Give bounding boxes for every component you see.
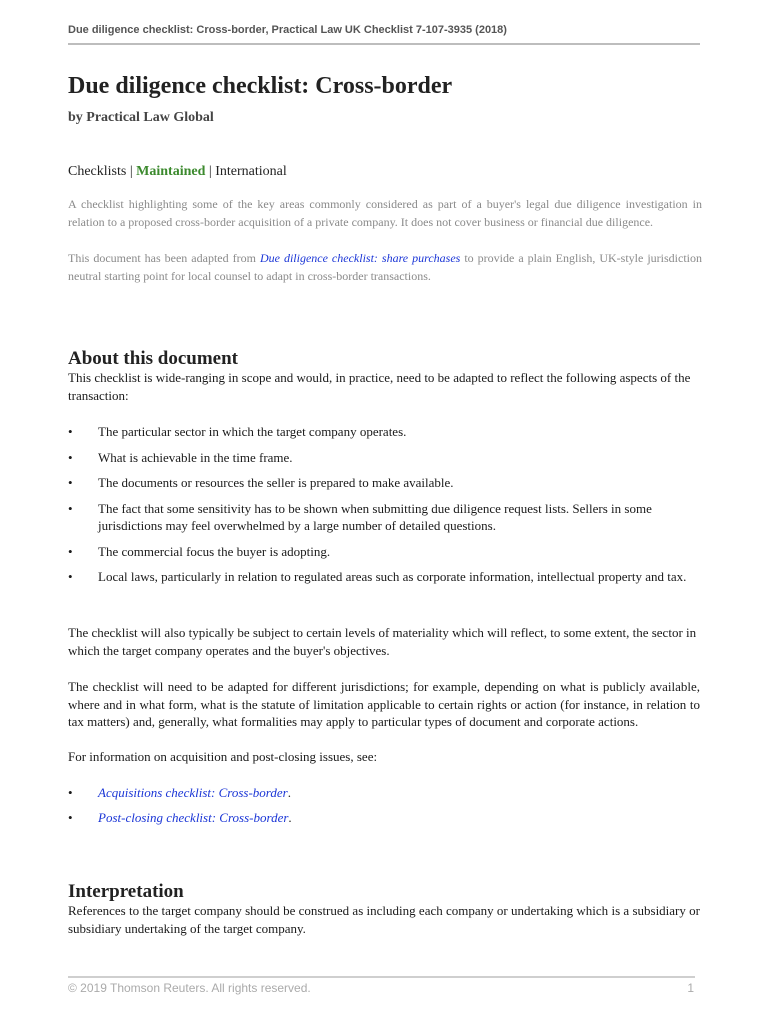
meta-jurisdiction: International (215, 164, 287, 179)
see-also-intro: For information on acquisition and post-closing issues, see: (68, 749, 378, 764)
bullet-icon: • (68, 500, 73, 516)
list-item-text: The fact that some sensitivity has to be shown when submitting due diligence request lists. Sellers in some jurisdictions may feel overwhelmed by a large number of detailed questions. (98, 500, 652, 533)
page-number: 1 (687, 981, 694, 995)
interpretation-paragraph: References to the target company should be construed as including each company or undertaking which is a subsidiary or subsidiary undertaking of the target company. (68, 903, 700, 936)
see-also-list (68, 784, 700, 833)
bullet-icon: • (68, 475, 73, 490)
acquisitions-checklist-link[interactable]: Acquisitions checklist: Cross-border (98, 785, 288, 800)
link-suffix: . (287, 785, 291, 800)
materiality-paragraph: The checklist will also typically be subject to certain levels of materiality which will reflect, to some extent, the sector in which the target company operates and the buyer's objectives. (68, 625, 697, 658)
byline: by Practical Law Global (68, 110, 214, 125)
list-item (68, 474, 700, 492)
list-item-text: The commercial focus the buyer is adopting. (98, 543, 331, 559)
meta-separator: | (205, 164, 216, 179)
list-item (68, 449, 700, 467)
bullet-icon: • (68, 543, 73, 559)
section-heading-interpretation: Interpretation (68, 881, 184, 902)
meta-type: Checklists (68, 164, 127, 179)
bullet-icon: • (68, 785, 73, 800)
header-divider (68, 43, 700, 45)
adapted-note (68, 249, 702, 285)
list-item (68, 543, 700, 561)
bullet-icon: • (68, 449, 73, 465)
list-item (68, 568, 700, 586)
abstract: A checklist highlighting some of the key areas commonly considered as part of a buyer's legal due diligence investigation in relation to a proposed cross-border acquisition of a private company. It does not cover business or financial due diligence. (68, 197, 702, 229)
list-item-text: Local laws, particularly in relation to regulated areas such as corporate information, intellectual property and tax. (98, 569, 687, 584)
bullet-icon: • (68, 569, 73, 584)
section-heading-about: About this document (68, 348, 238, 369)
footer-divider (68, 976, 695, 978)
bullet-icon: • (68, 809, 73, 825)
bullet-icon: • (68, 424, 73, 439)
post-closing-checklist-link[interactable]: Post-closing checklist: Cross-border (98, 809, 289, 825)
list-item (68, 809, 700, 827)
meta-separator: | (126, 164, 137, 179)
running-header: Due diligence checklist: Cross-border, Practical Law UK Checklist 7-107-3935 (2018) (68, 24, 507, 36)
adapted-source-link[interactable]: Due diligence checklist: share purchases (259, 251, 461, 265)
list-item (68, 500, 700, 535)
footer-copyright: © 2019 Thomson Reuters. All rights reserved. (68, 981, 311, 995)
list-item-text: The particular sector in which the target company operates. (98, 424, 407, 439)
jurisdictions-paragraph: The checklist will need to be adapted for different jurisdictions; for example, depending on what is publicly available, where and in what form, what is the statute of limitation applicable to certain rights or action (for instance, in relation to tax matters) and, generally, what formalities may apply to particular types of document and corporate actions. (68, 679, 700, 729)
list-item-text: The documents or resources the seller is prepared to make available. (98, 475, 454, 490)
adapted-note-after: to provide a plain English, UK-style jurisdiction neutral starting point for local counsel to adapt in cross-border transactions. (68, 251, 702, 283)
document-title: Due diligence checklist: Cross-border (68, 73, 453, 99)
link-suffix: . (288, 809, 292, 825)
list-item (68, 423, 700, 441)
about-intro: This checklist is wide-ranging in scope and would, in practice, need to be adapted to reflect the following aspects of the transaction: (68, 370, 691, 403)
list-item (68, 784, 700, 802)
aspects-list (68, 423, 700, 594)
meta-status: Maintained (136, 164, 206, 179)
adapted-note-before: This document has been adapted from (68, 251, 260, 265)
list-item-text: What is achievable in the time frame. (98, 449, 293, 465)
document-meta (68, 164, 287, 180)
